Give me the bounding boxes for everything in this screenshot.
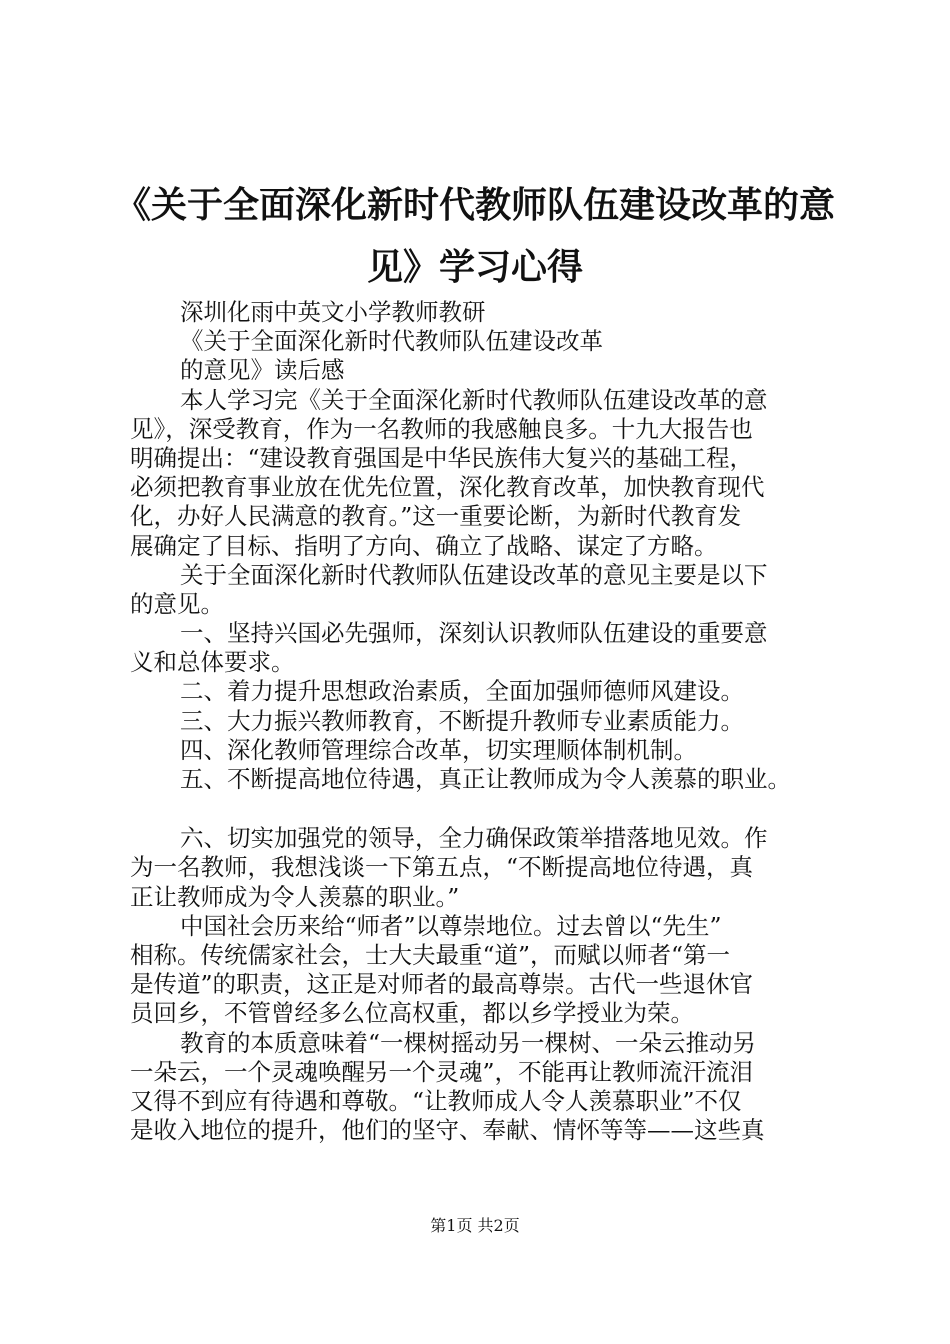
paragraph-line: 本人学习完《关于全面深化新时代教师队伍建设改革的意 (180, 385, 768, 414)
paragraph-line: 是传道”的职责，这正是对师者的最高尊崇。古代一些退休官 (130, 970, 754, 999)
paragraph-line: 正让教师成为令人羡慕的职业。” (130, 882, 460, 911)
list-item-line: 四、深化教师管理综合改革，切实理顺体制机制。 (180, 735, 697, 764)
paragraph-gap (130, 794, 850, 824)
page-number-footer: 第1页 共2页 (430, 1216, 520, 1235)
paragraph-line: 又得不到应有待遇和尊敬。“让教师成人令人羡慕职业”不仅 (130, 1086, 742, 1115)
document-body (130, 298, 850, 1145)
paragraph-line: 员回乡，不管曾经多么位高权重，都以乡学授业为荣。 (130, 999, 694, 1028)
subtitle-line: 的意见》读后感 (180, 356, 345, 385)
paragraph-line: 的意见。 (130, 589, 224, 618)
paragraph-line: 展确定了目标、指明了方向、确立了战略、谋定了方略。 (130, 531, 718, 560)
paragraph-line: 关于全面深化新时代教师队伍建设改革的意见主要是以下 (180, 560, 768, 589)
paragraph-line: 必须把教育事业放在优先位置，深化教育改革，加快教育现代 (130, 473, 765, 502)
paragraph-line: 见》，深受教育，作为一名教师的我感触良多。十九大报告也 (130, 414, 753, 443)
document-title-line-1: 《关于全面深化新时代教师队伍建设改革的意 (114, 185, 835, 226)
list-item-line: 二、着力提升思想政治素质，全面加强师德师风建设。 (180, 677, 744, 706)
paragraph-line: 一朵云，一个灵魂唤醒另一个灵魂”，不能再让教师流汗流泪 (130, 1057, 754, 1086)
paragraph-line: 中国社会历来给“师者”以尊崇地位。过去曾以“先生” (180, 911, 722, 940)
paragraph-line: 六、切实加强党的领导，全力确保政策举措落地见效。作 (180, 824, 768, 853)
paragraph-line: 明确提出：“建设教育强国是中华民族伟大复兴的基础工程， (130, 443, 754, 472)
paragraph-line: 教育的本质意味着“一棵树摇动另一棵树、一朵云推动另 (180, 1028, 757, 1057)
subtitle-line: 《关于全面深化新时代教师队伍建设改革 (180, 327, 603, 356)
paragraph-line: 为一名教师，我想浅谈一下第五点，“不断提高地位待遇，真 (130, 853, 754, 882)
list-item-line: 五、不断提高地位待遇，真正让教师成为令人羡慕的职业。 (180, 765, 791, 793)
document-title-line-2: 见》学习心得 (366, 247, 583, 288)
list-item-line: 义和总体要求。 (130, 648, 295, 677)
author-line: 深圳化雨中英文小学教师教研 (180, 298, 486, 326)
list-item-line: 一、坚持兴国必先强师，深刻认识教师队伍建设的重要意 (180, 619, 768, 648)
paragraph-line: 是收入地位的提升，他们的坚守、奉献、情怀等等——这些真 (130, 1116, 765, 1145)
paragraph-line: 化，办好人民满意的教育。”这一重要论断，为新时代教育发 (130, 502, 742, 531)
paragraph-line: 相称。传统儒家社会，士大夫最重“道”，而赋以师者“第一 (130, 940, 731, 969)
list-item-line: 三、大力振兴教师教育，不断提升教师专业素质能力。 (180, 706, 744, 735)
